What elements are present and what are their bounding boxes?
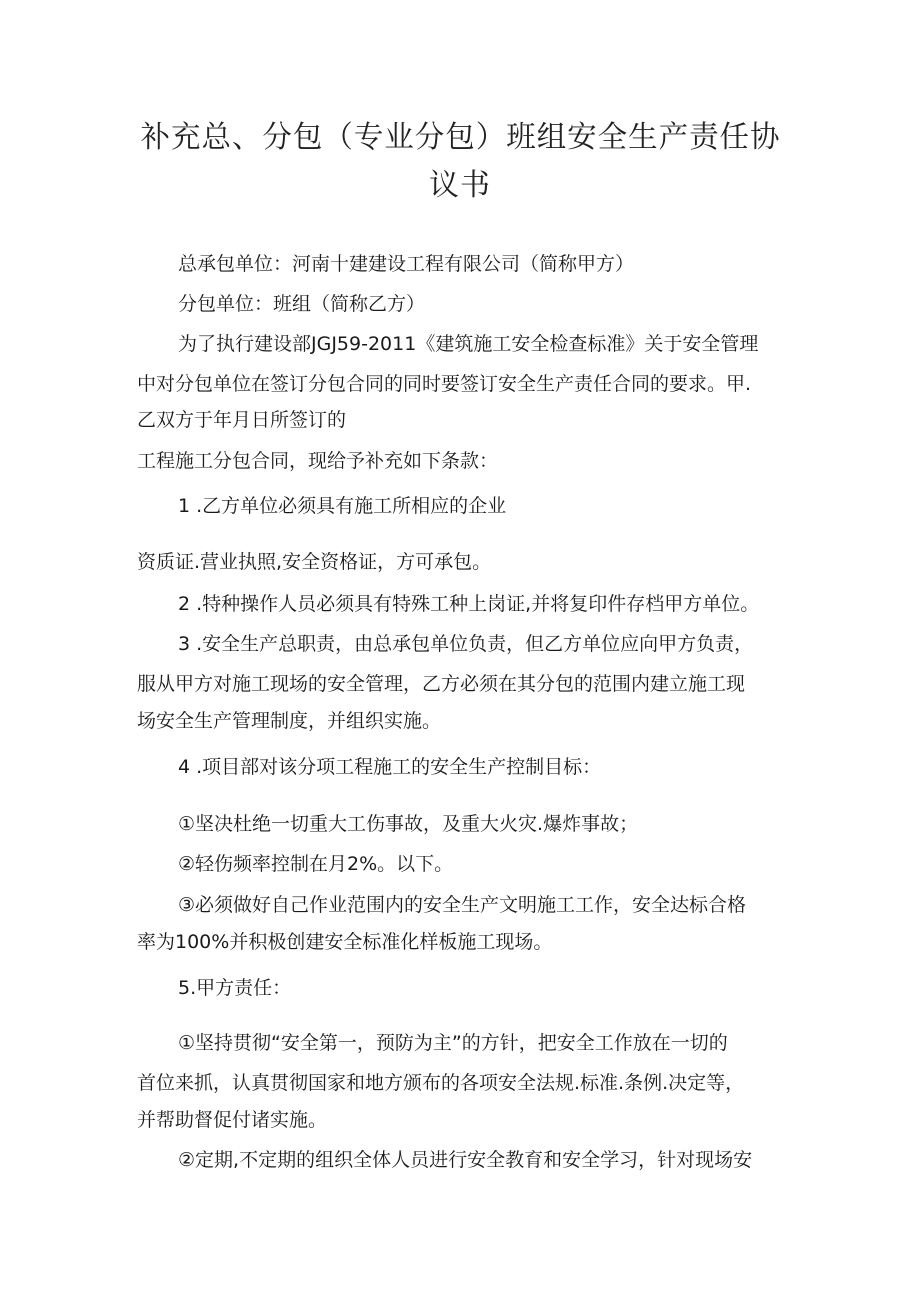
duty-item-1: ①坚持贯彻“安全第一，预防为主”的方针，把安全工作放在一切的 <box>178 1032 728 1054</box>
clause-1-continuation: 资质证.营业执照,安全资格证，方可承包。 <box>137 551 492 573</box>
paragraph-line: 乙双方于年月日所签订的 <box>137 409 347 431</box>
duty-item-2: ②定期,不定期的组织全体人员进行安全教育和安全学习，针对现场安 <box>178 1149 753 1171</box>
paragraph-line: 中对分包单位在签订分包合同的同时要签订安全生产责任合同的要求。甲. <box>137 373 752 395</box>
duty-item-1-continuation: 首位来抓，认真贯彻国家和地方颁布的各项安全法规.标准.条例.决定等， <box>137 1072 745 1094</box>
clause-2-line: 2 .特种操作人员必须具有特殊工种上岗证,并将复印件存档甲方单位。 <box>178 593 760 615</box>
clause-3-continuation: 场安全生产管理制度，并组织实施。 <box>137 710 442 732</box>
document-title-line-2: 议书 <box>429 168 491 203</box>
clause-3-continuation: 服从甲方对施工现场的安全管理，乙方必须在其分包的范围内建立施工现 <box>137 673 746 695</box>
subcontractor-line: 分包单位：班组（简称乙方） <box>178 293 426 315</box>
clause-5-line: 5.甲方责任： <box>178 977 292 999</box>
goal-item-1: ①坚决杜绝一切重大工伤事故，及重大火灾.爆炸事故； <box>178 813 639 835</box>
clause-4-line: 4 .项目部对该分项工程施工的安全生产控制目标： <box>178 756 602 778</box>
goal-item-3-continuation: 率为100%并积极创建安全标准化样板施工现场。 <box>137 931 553 953</box>
clause-3-line: 3 .安全生产总职责，由总承包单位负责，但乙方单位应向甲方负责， <box>178 633 754 655</box>
goal-item-2: ②轻伤频率控制在月2%。以下。 <box>178 853 454 875</box>
document-title-line-1: 补充总、分包（专业分包）班组安全生产责任协 <box>140 120 780 155</box>
paragraph-line: 工程施工分包合同，现给予补充如下条款： <box>137 450 499 472</box>
duty-item-1-continuation: 并帮助督促付诸实施。 <box>137 1109 328 1131</box>
clause-1-line: 1 .乙方单位必须具有施工所相应的企业 <box>178 495 507 517</box>
paragraph-line: 为了执行建设部JGJ59-2011《建筑施工安全检查标准》关于安全管理 <box>178 333 759 355</box>
goal-item-3: ③必须做好自己作业范围内的安全生产文明施工工作，安全达标合格 <box>178 894 747 916</box>
general-contractor-line: 总承包单位：河南十建建设工程有限公司（简称甲方） <box>178 253 635 275</box>
